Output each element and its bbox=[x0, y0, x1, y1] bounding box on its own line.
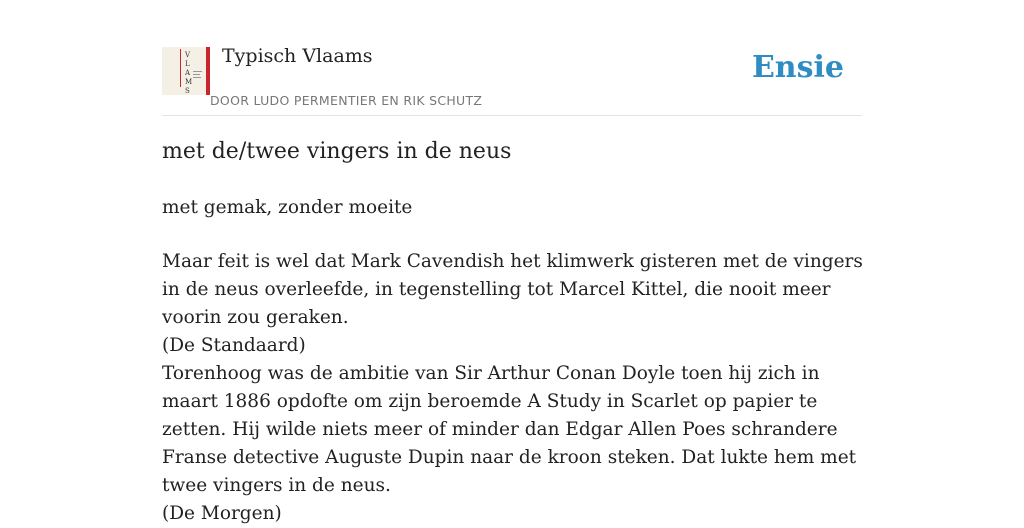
entry-examples bbox=[162, 248, 874, 528]
svg-text:A: A bbox=[185, 69, 191, 77]
entry-definition: met gemak, zonder moeite bbox=[162, 197, 413, 218]
entry-title: met de/twee vingers in de neus bbox=[162, 139, 512, 164]
avatar[interactable] bbox=[162, 47, 210, 95]
site-title[interactable]: Typisch Vlaams bbox=[222, 45, 373, 67]
example-source: (De Standaard) bbox=[162, 335, 306, 356]
svg-text:L: L bbox=[185, 60, 190, 68]
svg-text:S: S bbox=[185, 87, 190, 95]
brand-logo[interactable]: Ensie bbox=[751, 50, 844, 85]
byline: DOOR LUDO PERMENTIER EN RIK SCHUTZ bbox=[210, 93, 483, 108]
example-source: (De Morgen) bbox=[162, 503, 282, 524]
svg-text:V: V bbox=[185, 51, 191, 59]
example-quote: Maar feit is wel dat Mark Cavendish het klimwerk gisteren met de vingers in de neus overleefde, in tegenstelling tot Marcel Kittel, die nooit meer voorin zou geraken. bbox=[162, 251, 863, 328]
page-header bbox=[162, 0, 862, 116]
svg-text:M: M bbox=[185, 78, 193, 86]
page-container bbox=[162, 0, 863, 524]
book-cover-icon bbox=[162, 47, 210, 95]
example-quote: Torenhoog was de ambitie van Sir Arthur Conan Doyle toen hij zich in maart 1886 opdofte om zijn beroemde A Study in Scarlet op papier te zetten. Hij wilde niets meer of minder dan Edgar Allen Poes schrandere Franse detective Auguste Dupin naar de kroon steken. Dat lukte hem met twee vingers in de neus. bbox=[162, 363, 857, 496]
